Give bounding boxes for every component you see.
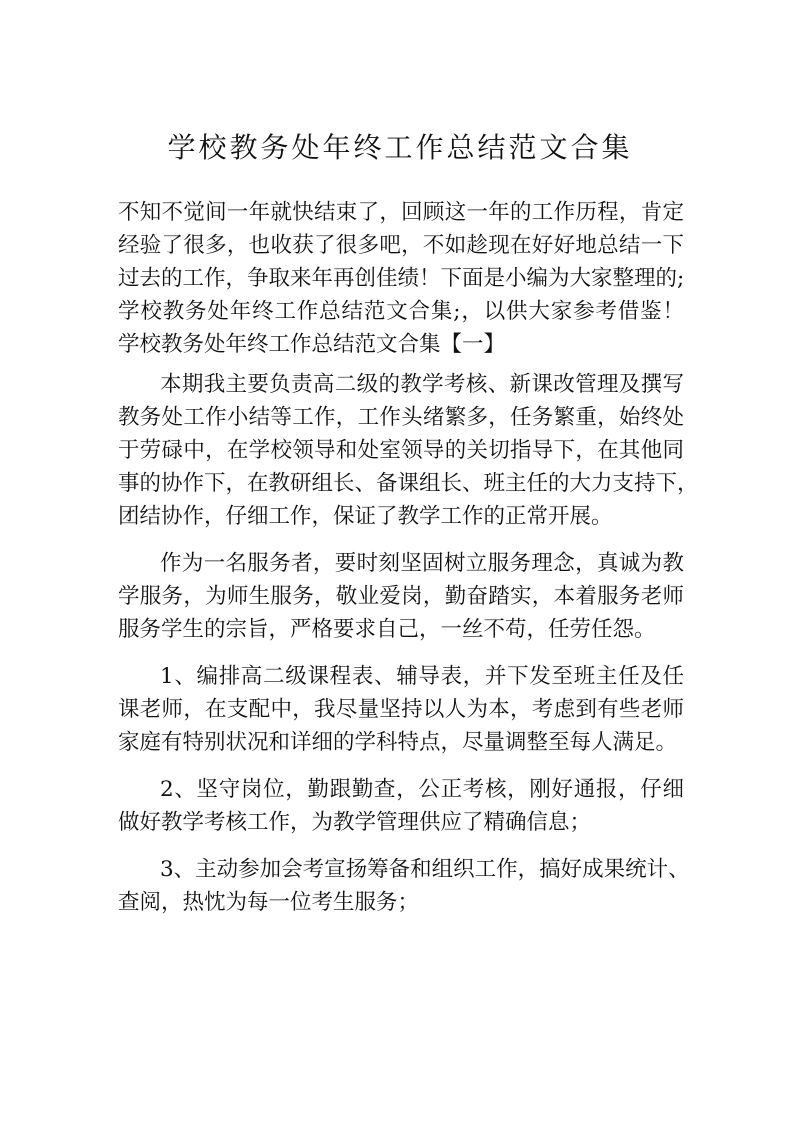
section-heading: 学校教务处年终工作总结范文合集【一】	[118, 332, 506, 357]
text-line: 做好教学考核工作，为教学管理供应了精确信息；	[118, 810, 592, 835]
intro-paragraph	[118, 196, 684, 361]
text-line: 经验了很多，也收获了很多吧，不如趁现在好好地总结一下	[118, 233, 684, 258]
text-line: 2、坚守岗位，勤跟勤查，公正考核，刚好通报，仔细	[160, 777, 684, 802]
document-title: 学校教务处年终工作总结范文合集	[167, 131, 633, 164]
text-line: 教务处工作小结等工作，工作头绪繁多，任务繁重，始终处	[118, 405, 684, 430]
list-item	[118, 773, 684, 839]
body-paragraph	[118, 368, 699, 533]
list-item	[118, 660, 684, 759]
text-line: 不知不觉间一年就快结束了，回顾这一年的工作历程，肯定	[118, 200, 684, 225]
text-line: 作为一名服务者，要时刻坚固树立服务理念，真诚为教	[160, 551, 684, 576]
text-line: 本期我主要负责高二级的教学考核、新课改管理及撰写	[160, 372, 684, 397]
body-paragraph	[118, 547, 684, 646]
document-body	[118, 196, 699, 933]
text-line: 3、主动参加会考宣扬筹备和组织工作，搞好成果统计、	[160, 857, 690, 882]
text-line: 过去的工作，争取来年再创佳绩！下面是小编为大家整理的;	[118, 266, 685, 291]
text-line: 团结协作，仔细工作，保证了教学工作的正常开展。	[118, 504, 613, 529]
text-line: 服务学生的宗旨，严格要求自己，一丝不苟，任劳任怨。	[118, 617, 656, 642]
text-line: 家庭有特别状况和详细的学科特点，尽量调整至每人满足。	[118, 730, 678, 755]
list-item	[118, 853, 690, 919]
text-line: 学服务，为师生服务，敬业爱岗，勤奋踏实，本着服务老师	[118, 584, 684, 609]
text-line: 查阅，热忱为每一位考生服务；	[118, 890, 420, 915]
text-line: 1、编排高二级课程表、辅导表，并下发至班主任及任	[160, 664, 684, 689]
text-line: 学校教务处年终工作总结范文合集;，以供大家参考借鉴！	[118, 299, 684, 324]
text-line: 事的协作下，在教研组长、备课组长、班主任的大力支持下，	[118, 471, 699, 496]
text-line: 于劳碌中，在学校领导和处室领导的关切指导下，在其他同	[118, 438, 684, 463]
text-line: 课老师，在支配中，我尽量坚持以人为本，考虑到有些老师	[118, 697, 684, 722]
